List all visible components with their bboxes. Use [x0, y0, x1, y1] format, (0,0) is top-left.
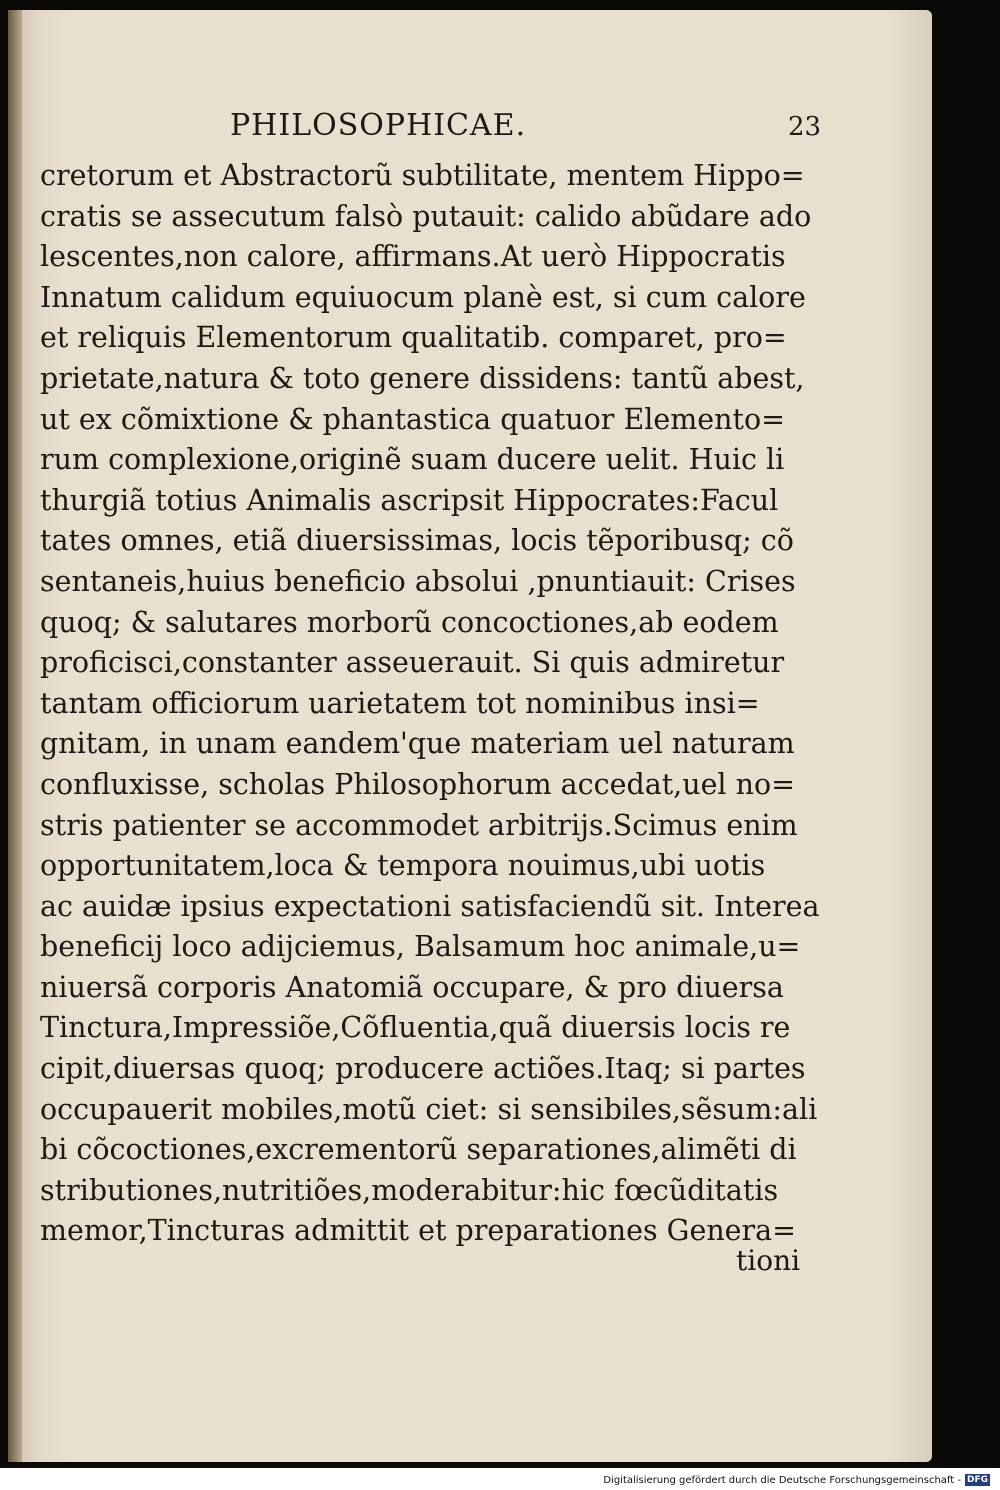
text-line: sentaneis,huius beneficio absolui ,pnuntiauit: Crises — [40, 564, 796, 598]
text-line: tates omnes, etiã diuersissimas, locis tẽporibusq; cõ — [40, 524, 794, 558]
text-line: cratis se assecutum falsò putauit: calido abũdare ado — [40, 199, 812, 233]
credit-text: Digitalisierung gefördert durch die Deutsche Forschungsgemeinschaft - — [603, 1474, 961, 1486]
text-line: confluxisse, scholas Philosophorum accedat,uel no= — [40, 767, 795, 801]
text-line: ac auidæ ipsius expectationi satisfaciendũ sit. Interea — [40, 889, 820, 923]
text-line: beneficij loco adijciemus, Balsamum hoc animale,u= — [40, 930, 801, 964]
page-number: 23 — [788, 112, 822, 142]
text-line: Innatum calidum equiuocum planè est, si cum calore — [40, 280, 806, 314]
text-line: opportunitatem,loca & tempora nouimus,ubi uotis — [40, 849, 766, 883]
text-line: et reliquis Elementorum qualitatib. comparet, pro= — [40, 321, 787, 355]
text-line: stris patienter se accommodet arbitrijs.Scimus enim — [40, 808, 798, 842]
digitization-credit — [603, 1472, 990, 1488]
running-head: PHILOSOPHICAE. — [230, 108, 527, 143]
text-line: lescentes,non calore, affirmans.At uerò Hippocratis — [40, 240, 786, 274]
text-line: prietate,natura & toto genere dissidens: tantũ abest, — [40, 361, 805, 395]
text-line: ut ex cõmixtione & phantastica quatuor Elemento= — [40, 402, 785, 436]
text-line: memor,Tincturas admittit et preparationes Genera= — [40, 1214, 797, 1248]
text-line: occupauerit mobiles,motũ ciet: si sensibiles,sẽsum:ali — [40, 1092, 818, 1126]
body-text — [40, 156, 830, 1252]
text-line: stributiones,nutritiões,moderabitur:hic fœcũditatis — [40, 1173, 779, 1207]
text-line: cipit,diuersas quoq; producere actiões.Itaq; si partes — [40, 1052, 806, 1086]
text-line: rum complexione,originẽ suam ducere uelit. Huic li — [40, 443, 785, 477]
page-gutter — [8, 10, 22, 1462]
text-line: niuersã corporis Anatomiã occupare, & pro diuersa — [40, 970, 784, 1004]
text-line: Tinctura,Impressiõe,Cõfluentia,quã diuersis locis re — [40, 1011, 791, 1045]
text-line: thurgiã totius Animalis ascripsit Hippocrates:Facul — [40, 483, 779, 517]
text-line: cretorum et Abstractorũ subtilitate, mentem Hippo= — [40, 159, 805, 192]
text-line: gnitam, in unam eandem'que materiam uel naturam — [40, 727, 795, 761]
text-line: quoq; & salutares morborũ concoctiones,ab eodem — [40, 605, 779, 639]
text-line: proficisci,constanter asseuerauit. Si quis admiretur — [40, 646, 785, 680]
text-line: tantam officiorum uarietatem tot nominibus insi= — [40, 686, 760, 720]
dfg-logo-icon: DFG — [966, 1475, 988, 1485]
text-line: bi cõcoctiones,excrementorũ separationes,alimẽti di — [40, 1133, 797, 1167]
catchword: tioni — [736, 1244, 801, 1277]
